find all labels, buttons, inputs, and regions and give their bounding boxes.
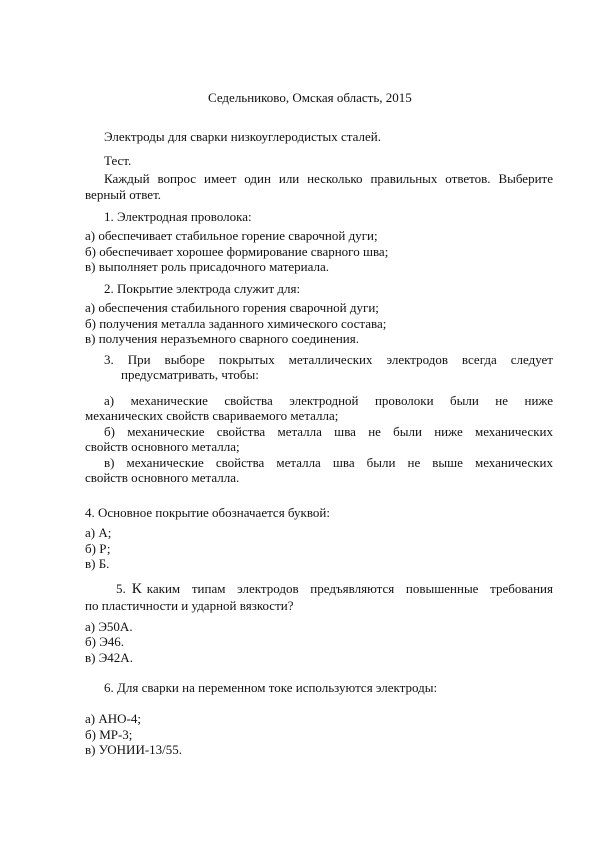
q4-answer-c: в) Б. — [85, 556, 110, 571]
q1-answer-a: а) обеспечивает стабильное горение сварочной дуги; — [85, 228, 378, 243]
question-6: 6. Для сварки на переменном токе используются электроды: — [104, 680, 438, 695]
q6-answer-a: а) АНО-4; — [85, 711, 141, 726]
q1-answer-b: б) обеспечивает хорошее формирование сварного шва; — [85, 244, 389, 259]
question-3-line-1: 3. При выборе покрытых металлических электродов всегда следует — [104, 352, 553, 367]
question-2: 2. Покрытие электрода служит для: — [104, 281, 301, 296]
instruction-line-2: верный ответ. — [85, 187, 162, 202]
q5-answer-c: в) Э42А. — [85, 650, 133, 665]
q3-answer-a-line-1: а) механические свойства электродной проволоки были не ниже — [104, 393, 553, 408]
q3-answer-b-line-1: б) механические свойства металла шва не были ниже механических — [104, 424, 553, 439]
q5-first-letter: К — [131, 581, 142, 597]
question-5-line-1 — [116, 581, 553, 597]
q4-answer-a: а) А; — [85, 525, 112, 540]
q2-answer-a: а) обеспечения стабильного горения сварочной дуги; — [85, 300, 379, 315]
question-5-line-2: по пластичности и ударной вязкости? — [85, 598, 294, 613]
question-3-line-2: предусматривать, чтобы: — [121, 367, 259, 382]
q5-answer-a: а) Э50А. — [85, 619, 133, 634]
q3-answer-a-line-2: механических свойств свариваемого металла; — [85, 408, 339, 423]
q5-answer-b: б) Э46. — [85, 634, 125, 649]
q6-answer-c: в) УОНИИ-13/55. — [85, 742, 183, 757]
q5-number: 5. — [116, 581, 126, 596]
q3-answer-c-line-2: свойств основного металла. — [85, 470, 240, 485]
q3-answer-c-line-1: в) механические свойства металла шва были не выше механических — [104, 455, 553, 470]
document-title: Электроды для сварки низкоуглеродистых сталей. — [104, 129, 381, 144]
q2-answer-c: в) получения неразъемного сварного соединения. — [85, 331, 359, 346]
q6-answer-b: б) МР-3; — [85, 727, 133, 742]
q4-answer-b: б) Р; — [85, 541, 111, 556]
q3-answer-b-line-2: свойств основного металла; — [85, 439, 240, 454]
test-label: Тест. — [104, 153, 132, 168]
question-1: 1. Электродная проволока: — [104, 209, 252, 224]
q2-answer-b: б) получения металла заданного химического состава; — [85, 316, 387, 331]
question-4: 4. Основное покрытие обозначается буквой: — [85, 505, 330, 520]
location-line: Седельниково, Омская область, 2015 — [208, 90, 412, 105]
q5-line-1-rest: каким типам электродов предъявляются повышенные требования — [146, 581, 553, 596]
q1-answer-c: в) выполняет роль присадочного материала. — [85, 259, 330, 274]
instruction-line-1: Каждый вопрос имеет один или несколько правильных ответов. Выберите — [104, 171, 553, 186]
